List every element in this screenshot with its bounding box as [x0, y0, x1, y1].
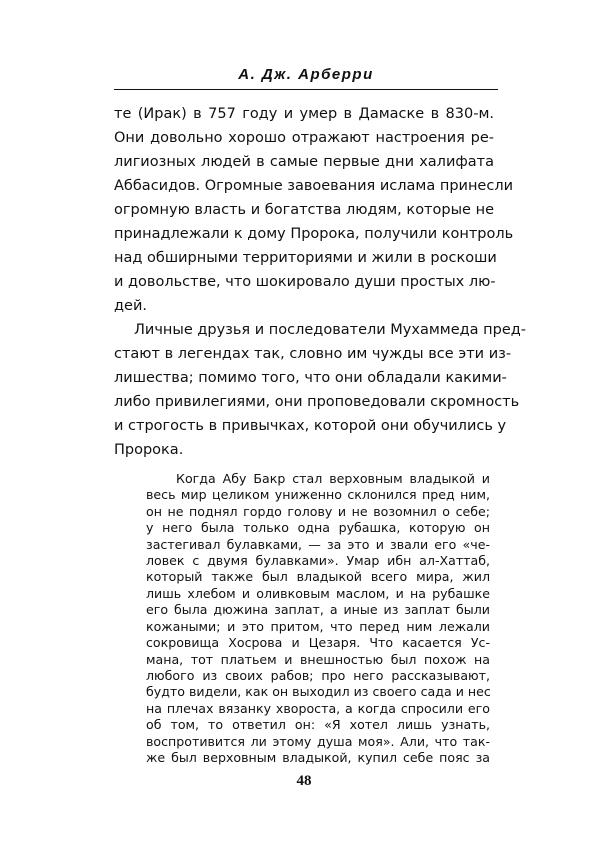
body-line: лигиозных людей в самые первые дни халифата [114, 154, 494, 170]
quote-line: же был верховным владыкой, купил себе пояс за [146, 750, 490, 765]
body-line: стают в легендах так, словно им чужды все эти из- [114, 346, 512, 362]
quote-line: сокровища Хосрова и Цезаря. Что касается Ус- [146, 635, 490, 651]
page-number: 48 [296, 773, 312, 789]
quote-line: воспротивится ли этому душа моя». Али, что так- [146, 733, 490, 749]
body-line: те (Ирак) в 757 году и умер в Дамаске в 830-м. [114, 106, 494, 122]
quote-line: мана, тот платьем и внешностью был похож на [146, 651, 490, 667]
quote-line: который также был владыкой всего мира, жил [146, 569, 490, 585]
body-line: и строгость в привычках, которой они обучились у [114, 418, 507, 434]
quote-line: он не поднял гордо голову и не возомнил о себе; [146, 503, 490, 519]
quote-line: лишь хлебом и оливковым маслом, и на рубашке [146, 585, 490, 601]
body-line: Пророка. [114, 442, 184, 458]
body-line: Аббасидов. Огромные завоевания ислама принесли [114, 178, 514, 194]
quote-line: об том, то ответил он: «Я хотел лишь узнать, [146, 717, 490, 733]
header-rule [114, 89, 498, 90]
quote-line: любого из своих рабов; про него рассказывают, [146, 667, 490, 683]
quote-line: у него была только одна рубашка, которую он [146, 520, 490, 536]
running-header-title: А. Дж. Арберри [238, 66, 374, 83]
body-line: и довольстве, что шокировало души простых лю- [114, 274, 496, 290]
quote-first-line: Когда Абу Бакр стал верховным владыкой и [176, 471, 490, 486]
quote-line: его была дюжина заплат, а иные из заплат были [146, 602, 490, 618]
body-line: дей. [114, 298, 147, 314]
paragraph-first-line: Личные друзья и последователи Мухаммеда пред- [134, 322, 527, 338]
quote-line: ловек с двумя булавками». Умар ибн ал-Хаттаб, [146, 553, 490, 569]
quote-line: весь мир целиком униженно склонился пред ним, [146, 487, 490, 503]
body-line: либо привилегиями, они проповедовали скромность [114, 394, 520, 410]
body-line: Они довольно хорошо отражают настроения ре- [114, 130, 494, 146]
body-line: огромную власть и богатства людям, которые не [114, 202, 494, 218]
quote-line: на плечах вязанку хвороста, а когда спросили его [146, 700, 490, 716]
quote-line: кожаными; и это притом, что перед ним лежали [146, 618, 490, 634]
body-line: над обширными территориями и жили в роскоши [114, 250, 497, 266]
quote-line: будто видели, как он выходил из своего сада и нес [146, 684, 491, 700]
body-line: лишества; помимо того, что они обладали какими- [114, 370, 507, 386]
quote-line: застегивал булавками, — за это и звали его «че- [146, 536, 490, 552]
body-line: принадлежали к дому Пророка, получили контроль [114, 226, 514, 242]
